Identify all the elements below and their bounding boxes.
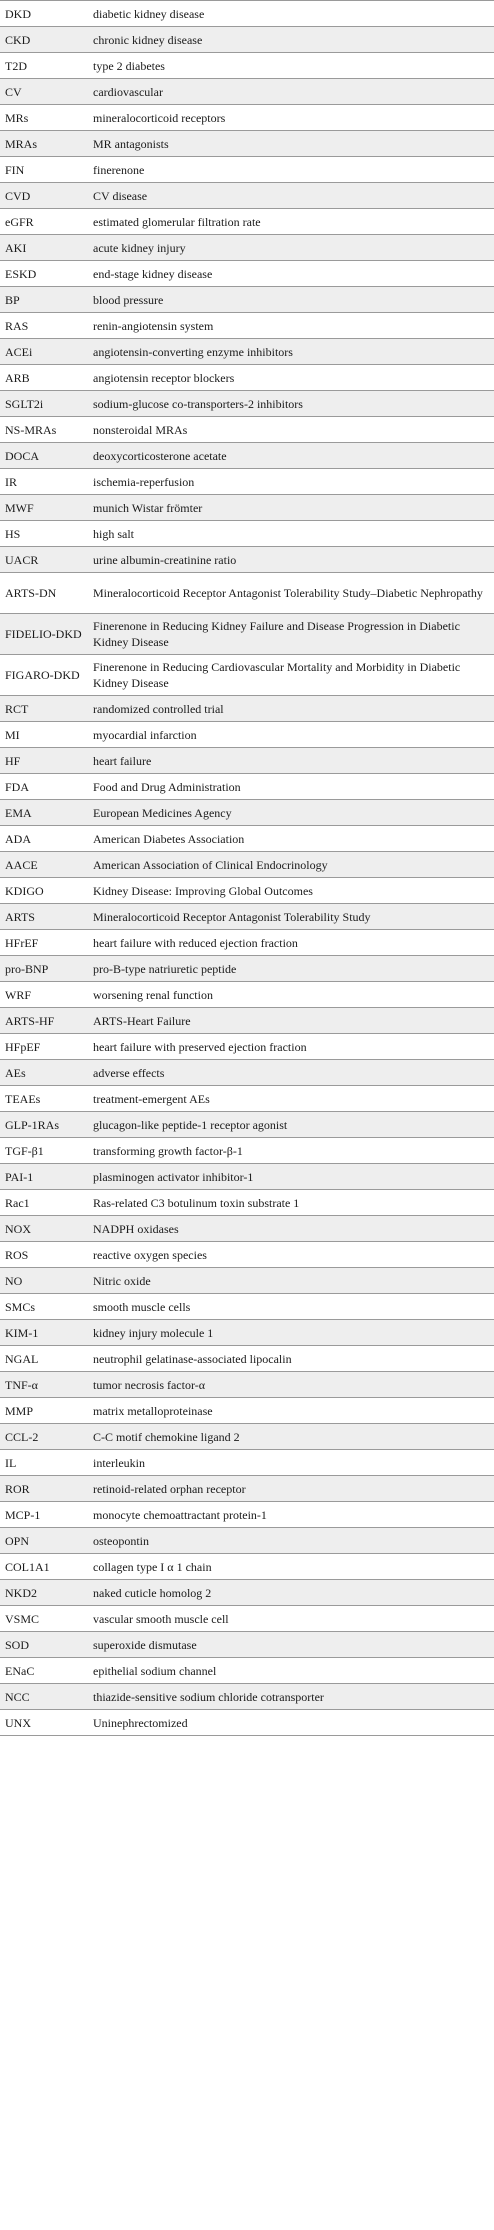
definition-cell: reactive oxygen species	[88, 1242, 494, 1268]
table-row	[0, 614, 494, 655]
table-row	[0, 365, 494, 391]
abbreviation-cell: HFrEF	[0, 930, 88, 956]
abbreviation-cell: MMP	[0, 1398, 88, 1424]
definition-cell: heart failure with reduced ejection fraction	[88, 930, 494, 956]
definition-cell: acute kidney injury	[88, 235, 494, 261]
abbreviation-cell: NGAL	[0, 1346, 88, 1372]
abbreviation-cell: AEs	[0, 1060, 88, 1086]
table-row	[0, 1658, 494, 1684]
table-row	[0, 655, 494, 696]
abbreviation-cell: ARTS	[0, 904, 88, 930]
abbreviation-cell: DOCA	[0, 443, 88, 469]
definition-cell: Finerenone in Reducing Cardiovascular Mortality and Morbidity in Diabetic Kidney Disease	[88, 655, 494, 696]
table-row	[0, 157, 494, 183]
abbreviations-table-body	[0, 1, 494, 1736]
table-row	[0, 131, 494, 157]
table-row	[0, 209, 494, 235]
table-row	[0, 1710, 494, 1736]
abbreviation-cell: TEAEs	[0, 1086, 88, 1112]
definition-cell: Mineralocorticoid Receptor Antagonist Tolerability Study	[88, 904, 494, 930]
abbreviation-cell: UNX	[0, 1710, 88, 1736]
definition-cell: angiotensin receptor blockers	[88, 365, 494, 391]
definition-cell: pro-B-type natriuretic peptide	[88, 956, 494, 982]
abbreviation-cell: ARTS-DN	[0, 573, 88, 614]
definition-cell: neutrophil gelatinase-associated lipocalin	[88, 1346, 494, 1372]
abbreviation-cell: WRF	[0, 982, 88, 1008]
table-row	[0, 1346, 494, 1372]
definition-cell: European Medicines Agency	[88, 800, 494, 826]
definition-cell: transforming growth factor-β-1	[88, 1138, 494, 1164]
definition-cell: interleukin	[88, 1450, 494, 1476]
abbreviation-cell: DKD	[0, 1, 88, 27]
table-row	[0, 1, 494, 27]
abbreviation-cell: AACE	[0, 852, 88, 878]
table-row	[0, 1684, 494, 1710]
definition-cell: Finerenone in Reducing Kidney Failure and Disease Progression in Diabetic Kidney Disease	[88, 614, 494, 655]
abbreviation-cell: pro-BNP	[0, 956, 88, 982]
table-row	[0, 339, 494, 365]
table-row	[0, 1138, 494, 1164]
table-row	[0, 1424, 494, 1450]
definition-cell: tumor necrosis factor-α	[88, 1372, 494, 1398]
definition-cell: naked cuticle homolog 2	[88, 1580, 494, 1606]
definition-cell: glucagon-like peptide-1 receptor agonist	[88, 1112, 494, 1138]
table-row	[0, 1190, 494, 1216]
abbreviation-cell: ROR	[0, 1476, 88, 1502]
definition-cell: kidney injury molecule 1	[88, 1320, 494, 1346]
definition-cell: finerenone	[88, 157, 494, 183]
table-row	[0, 1476, 494, 1502]
definition-cell: retinoid-related orphan receptor	[88, 1476, 494, 1502]
abbreviation-cell: SMCs	[0, 1294, 88, 1320]
definition-cell: type 2 diabetes	[88, 53, 494, 79]
abbreviation-cell: AKI	[0, 235, 88, 261]
table-row	[0, 27, 494, 53]
abbreviation-cell: MRs	[0, 105, 88, 131]
table-row	[0, 1580, 494, 1606]
definition-cell: C-C motif chemokine ligand 2	[88, 1424, 494, 1450]
table-row	[0, 1294, 494, 1320]
abbreviation-cell: VSMC	[0, 1606, 88, 1632]
table-row	[0, 547, 494, 573]
table-row	[0, 1502, 494, 1528]
table-row	[0, 1268, 494, 1294]
definition-cell: chronic kidney disease	[88, 27, 494, 53]
abbreviation-cell: MRAs	[0, 131, 88, 157]
table-row	[0, 287, 494, 313]
definition-cell: estimated glomerular filtration rate	[88, 209, 494, 235]
definition-cell: ARTS-Heart Failure	[88, 1008, 494, 1034]
table-row	[0, 1216, 494, 1242]
table-row	[0, 800, 494, 826]
abbreviation-cell: OPN	[0, 1528, 88, 1554]
definition-cell: collagen type I α 1 chain	[88, 1554, 494, 1580]
abbreviation-cell: ADA	[0, 826, 88, 852]
abbreviation-cell: BP	[0, 287, 88, 313]
definition-cell: randomized controlled trial	[88, 696, 494, 722]
definition-cell: cardiovascular	[88, 79, 494, 105]
abbreviation-cell: MCP-1	[0, 1502, 88, 1528]
table-row	[0, 443, 494, 469]
definition-cell: ischemia-reperfusion	[88, 469, 494, 495]
abbreviation-cell: MI	[0, 722, 88, 748]
definition-cell: American Association of Clinical Endocrinology	[88, 852, 494, 878]
abbreviation-cell: Rac1	[0, 1190, 88, 1216]
table-row	[0, 774, 494, 800]
definition-cell: worsening renal function	[88, 982, 494, 1008]
definition-cell: heart failure with preserved ejection fraction	[88, 1034, 494, 1060]
table-row	[0, 1554, 494, 1580]
table-row	[0, 495, 494, 521]
definition-cell: vascular smooth muscle cell	[88, 1606, 494, 1632]
table-row	[0, 1112, 494, 1138]
table-row	[0, 261, 494, 287]
abbreviation-cell: GLP-1RAs	[0, 1112, 88, 1138]
table-row	[0, 930, 494, 956]
abbreviation-cell: ARTS-HF	[0, 1008, 88, 1034]
table-row	[0, 1164, 494, 1190]
abbreviation-cell: FDA	[0, 774, 88, 800]
definition-cell: Kidney Disease: Improving Global Outcomes	[88, 878, 494, 904]
abbreviation-cell: EMA	[0, 800, 88, 826]
definition-cell: diabetic kidney disease	[88, 1, 494, 27]
abbreviation-cell: SGLT2i	[0, 391, 88, 417]
abbreviation-cell: ENaC	[0, 1658, 88, 1684]
table-row	[0, 1034, 494, 1060]
table-row	[0, 1320, 494, 1346]
definition-cell: monocyte chemoattractant protein-1	[88, 1502, 494, 1528]
definition-cell: plasminogen activator inhibitor-1	[88, 1164, 494, 1190]
definition-cell: MR antagonists	[88, 131, 494, 157]
abbreviation-cell: HFpEF	[0, 1034, 88, 1060]
abbreviation-cell: ACEi	[0, 339, 88, 365]
definition-cell: heart failure	[88, 748, 494, 774]
abbreviation-cell: CCL-2	[0, 1424, 88, 1450]
table-row	[0, 469, 494, 495]
table-row	[0, 1450, 494, 1476]
abbreviation-cell: RAS	[0, 313, 88, 339]
table-row	[0, 826, 494, 852]
table-row	[0, 722, 494, 748]
abbreviation-cell: RCT	[0, 696, 88, 722]
table-row	[0, 982, 494, 1008]
abbreviation-cell: ARB	[0, 365, 88, 391]
definition-cell: superoxide dismutase	[88, 1632, 494, 1658]
table-row	[0, 1632, 494, 1658]
definition-cell: munich Wistar frömter	[88, 495, 494, 521]
abbreviation-cell: MWF	[0, 495, 88, 521]
definition-cell: osteopontin	[88, 1528, 494, 1554]
abbreviation-cell: FIGARO-DKD	[0, 655, 88, 696]
table-row	[0, 956, 494, 982]
abbreviation-cell: CV	[0, 79, 88, 105]
table-row	[0, 417, 494, 443]
abbreviation-cell: KIM-1	[0, 1320, 88, 1346]
definition-cell: thiazide-sensitive sodium chloride cotransporter	[88, 1684, 494, 1710]
abbreviation-cell: eGFR	[0, 209, 88, 235]
abbreviation-cell: HS	[0, 521, 88, 547]
table-row	[0, 696, 494, 722]
definition-cell: urine albumin-creatinine ratio	[88, 547, 494, 573]
definition-cell: mineralocorticoid receptors	[88, 105, 494, 131]
definition-cell: Ras-related C3 botulinum toxin substrate 1	[88, 1190, 494, 1216]
definition-cell: myocardial infarction	[88, 722, 494, 748]
definition-cell: epithelial sodium channel	[88, 1658, 494, 1684]
definition-cell: treatment-emergent AEs	[88, 1086, 494, 1112]
table-row	[0, 1086, 494, 1112]
table-row	[0, 748, 494, 774]
abbreviation-cell: PAI-1	[0, 1164, 88, 1190]
definition-cell: Uninephrectomized	[88, 1710, 494, 1736]
table-row	[0, 1606, 494, 1632]
definition-cell: blood pressure	[88, 287, 494, 313]
definition-cell: sodium-glucose co-transporters-2 inhibitors	[88, 391, 494, 417]
definition-cell: American Diabetes Association	[88, 826, 494, 852]
abbreviation-cell: FIDELIO-DKD	[0, 614, 88, 655]
definition-cell: smooth muscle cells	[88, 1294, 494, 1320]
definition-cell: CV disease	[88, 183, 494, 209]
table-row	[0, 1242, 494, 1268]
abbreviation-cell: NO	[0, 1268, 88, 1294]
abbreviation-cell: IR	[0, 469, 88, 495]
table-row	[0, 904, 494, 930]
abbreviation-cell: CVD	[0, 183, 88, 209]
definition-cell: angiotensin-converting enzyme inhibitors	[88, 339, 494, 365]
definition-cell: Mineralocorticoid Receptor Antagonist Tolerability Study–Diabetic Nephropathy	[88, 573, 494, 614]
abbreviation-cell: NKD2	[0, 1580, 88, 1606]
table-row	[0, 53, 494, 79]
table-row	[0, 105, 494, 131]
abbreviation-cell: NS-MRAs	[0, 417, 88, 443]
abbreviation-cell: IL	[0, 1450, 88, 1476]
definition-cell: high salt	[88, 521, 494, 547]
table-row	[0, 573, 494, 614]
abbreviation-cell: ESKD	[0, 261, 88, 287]
abbreviation-cell: KDIGO	[0, 878, 88, 904]
abbreviation-cell: NCC	[0, 1684, 88, 1710]
definition-cell: nonsteroidal MRAs	[88, 417, 494, 443]
table-row	[0, 1398, 494, 1424]
table-row	[0, 391, 494, 417]
table-row	[0, 1372, 494, 1398]
table-row	[0, 1060, 494, 1086]
table-row	[0, 1008, 494, 1034]
definition-cell: end-stage kidney disease	[88, 261, 494, 287]
table-row	[0, 521, 494, 547]
table-row	[0, 852, 494, 878]
table-row	[0, 235, 494, 261]
abbreviation-cell: HF	[0, 748, 88, 774]
abbreviation-cell: UACR	[0, 547, 88, 573]
definition-cell: deoxycorticosterone acetate	[88, 443, 494, 469]
definition-cell: matrix metalloproteinase	[88, 1398, 494, 1424]
abbreviation-cell: FIN	[0, 157, 88, 183]
abbreviation-cell: TNF-α	[0, 1372, 88, 1398]
definition-cell: renin-angiotensin system	[88, 313, 494, 339]
abbreviation-cell: SOD	[0, 1632, 88, 1658]
abbreviation-cell: COL1A1	[0, 1554, 88, 1580]
abbreviation-cell: T2D	[0, 53, 88, 79]
abbreviation-cell: TGF-β1	[0, 1138, 88, 1164]
abbreviation-cell: NOX	[0, 1216, 88, 1242]
definition-cell: Nitric oxide	[88, 1268, 494, 1294]
table-row	[0, 79, 494, 105]
definition-cell: adverse effects	[88, 1060, 494, 1086]
table-row	[0, 1528, 494, 1554]
table-row	[0, 183, 494, 209]
table-row	[0, 878, 494, 904]
definition-cell: NADPH oxidases	[88, 1216, 494, 1242]
abbreviation-cell: ROS	[0, 1242, 88, 1268]
abbreviation-cell: CKD	[0, 27, 88, 53]
definition-cell: Food and Drug Administration	[88, 774, 494, 800]
table-row	[0, 313, 494, 339]
